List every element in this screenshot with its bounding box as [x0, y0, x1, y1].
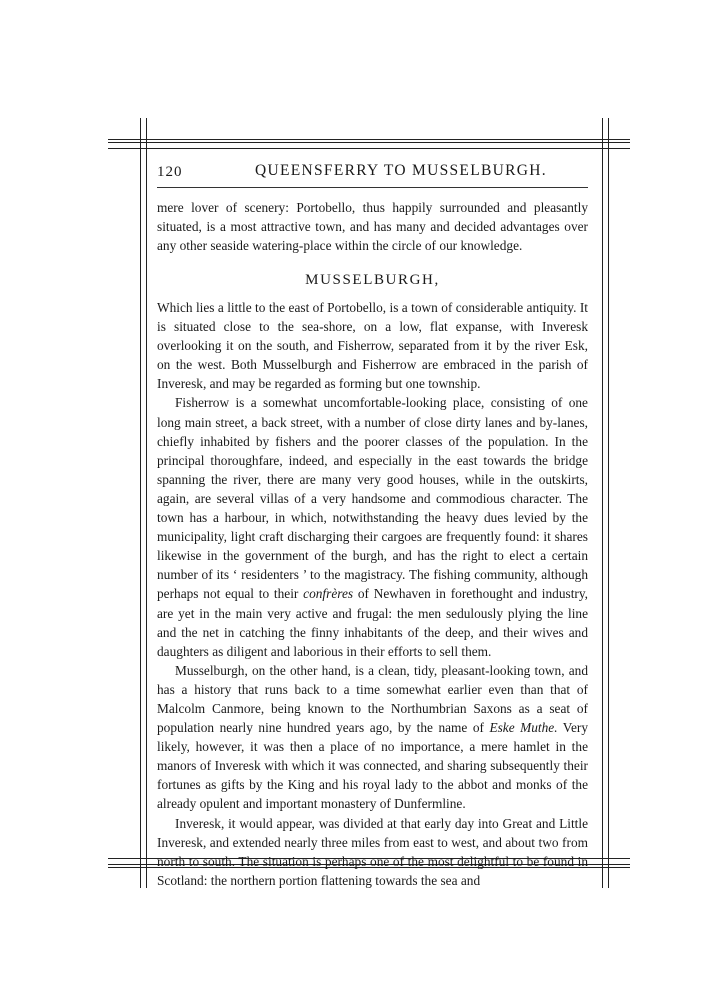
paragraph-4: Inveresk, it would appear, was divided at that early day into Great and Little Inveresk, and extended nearly three miles from east to west, and about two from north to south. The situation is perhaps one of the most delightful to be found in Scotland: the northern portion flattening towards the sea and [157, 815, 588, 888]
paragraph-3 [157, 661, 588, 814]
paragraph-3-text-b: Very likely, however, it was then a place of no importance, a mere hamlet in the manors of Inveresk with which it was connected, and sharing subsequently their fortunes as gifts by the King and his royal lady to the abbot and monks of the already opulent and important monastery of Dunfermline. [157, 720, 588, 812]
paragraph-2-text-b: of Newhaven in forethought and industry, are yet in the main very active and frugal: the men sedulously plying the line and the net in catching the finny inhabitants of the deep, and their wives and daughters as diligent and laborious in their efforts to sell them. [157, 586, 588, 659]
frame-left-rule-outer [140, 118, 141, 888]
frame-top-rule-outer [108, 139, 630, 140]
paragraph-1: Which lies a little to the east of Portobello, is a town of considerable antiquity. It is situated close to the sea-shore, on a low, flat expanse, with Inveresk overlooking it on the south, and Fisherrow, separated from it by the river Esk, on the west. Both Musselburgh and Fisherrow are embraced in the parish of Inveresk, and may be regarded as forming but one township. [157, 300, 588, 392]
frame-left-rule-inner [146, 118, 147, 888]
running-header [157, 162, 588, 186]
paragraph-2 [157, 393, 588, 660]
frame-right-rule-inner [608, 118, 609, 888]
page-number: 120 [157, 164, 183, 180]
frame-top-rule-inner [108, 142, 630, 143]
running-title: QUEENSFERRY TO MUSSELBURGH. [255, 162, 547, 179]
intro-paragraph: mere lover of scenery: Portobello, thus happily surrounded and pleasantly situated, is a most attractive town, and has many and decided advantages over any other seaside watering-place within the circle of our knowledge. [157, 200, 588, 254]
paragraph-2-text-a: Fisherrow is a somewhat uncomfortable-looking place, consisting of one long main street, a back street, with a number of close dirty lanes and by-lanes, chiefly inhabited by fishers and the poorer classes of the population. In the principal thoroughfare, indeed, and especially in the east towards the bridge spanning the river, there are many very good houses, while in the outskirts, again, are several villas of a very handsome and commodious character. The town has a harbour, in which, notwithstanding the heavy dues levied by the municipality, light craft discharging their cargoes are frequently found: it shares likewise in the government of the burgh, and has the right to elect a certain number of its ‘ residenters ’ to the magistracy. The fishing community, although perhaps not equal to their [157, 395, 588, 602]
header-rule [157, 187, 588, 188]
frame-right-rule-outer [602, 118, 603, 888]
paragraph-3-italic: Eske Muthe. [489, 720, 558, 736]
frame-top-rule-third [108, 148, 630, 149]
paragraph-2-italic: confrères [303, 586, 354, 602]
section-heading: MUSSELBURGH, [305, 272, 440, 288]
intro-block [157, 198, 588, 255]
paragraph-3-text-a: Musselburgh, on the other hand, is a clean, tidy, pleasant-looking town, and has a history that runs back to a time somewhat earlier even than that of Malcolm Canmore, being known to the Northumbrian Saxons as a seat of population nearly nine hundred years ago, by the name of [157, 662, 588, 736]
body-text [157, 298, 588, 890]
